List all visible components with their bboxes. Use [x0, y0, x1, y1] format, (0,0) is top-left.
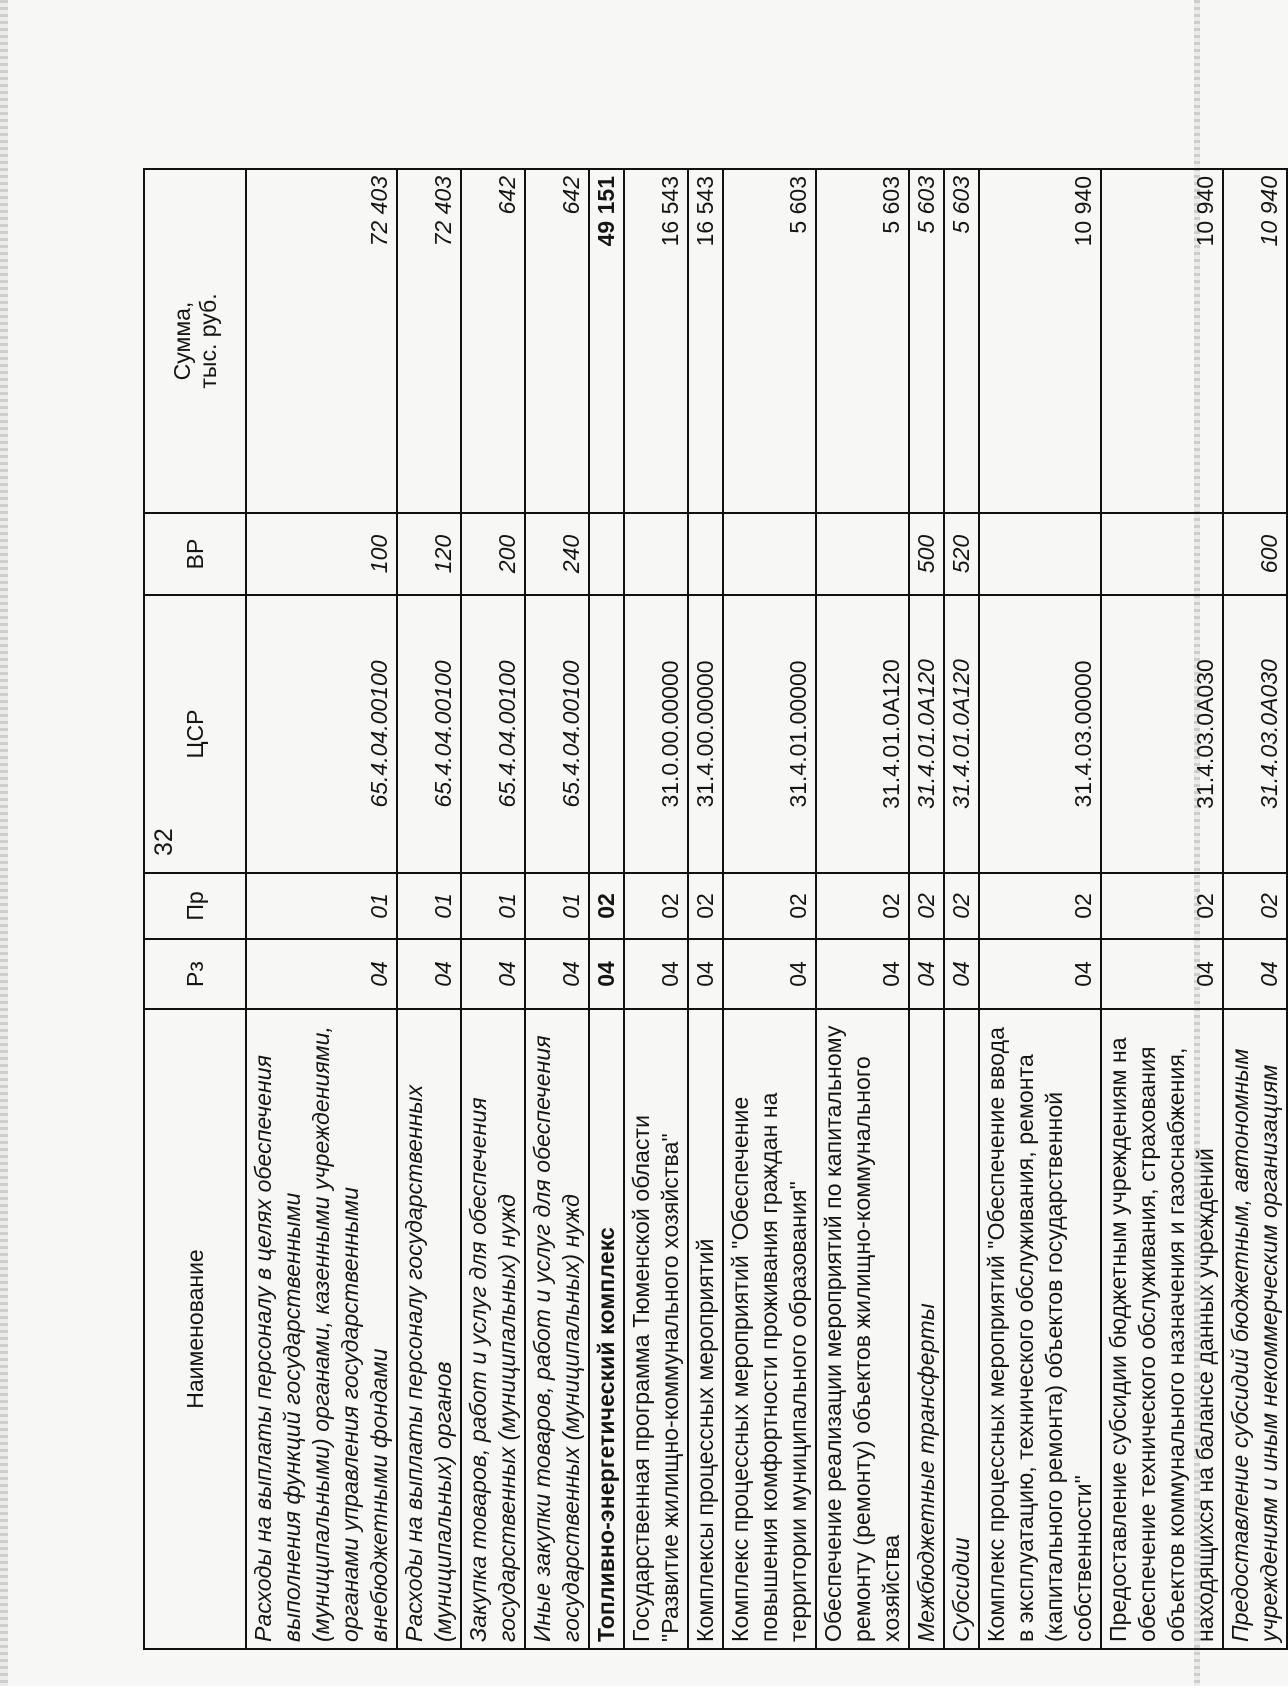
cell-sum: 642	[461, 169, 525, 513]
header-pr: Пр	[144, 873, 246, 939]
table-row	[909, 169, 944, 1649]
budget-table	[143, 168, 1288, 1650]
table-row	[624, 169, 688, 1649]
cell-csr: 31.4.03.0А030	[1101, 595, 1223, 873]
cell-pr: 02	[1223, 873, 1287, 939]
cell-name: Расходы на выплаты персоналу в целях обеспечения выполнения функций государственными (муниципальными) органами, казенными учреждениями, органами управления государственными внебюджетными фондами	[246, 1009, 397, 1649]
cell-sum: 72 403	[397, 169, 461, 513]
header-csr: ЦСР	[144, 595, 246, 873]
cell-pr: 02	[979, 873, 1101, 939]
cell-vr: 120	[397, 513, 461, 595]
cell-sum: 5 603	[909, 169, 944, 513]
cell-name: Обеспечение реализации мероприятий по капитальному ремонту (ремонту) объектов жилищно-коммунального хозяйства	[816, 1009, 909, 1649]
header-sum-line2: тыс. руб.	[195, 293, 221, 389]
table-row	[816, 169, 909, 1649]
cell-name: Государственная программа Тюменской области "Развитие жилищно-коммунального хозяйства"	[624, 1009, 688, 1649]
table-body	[246, 169, 1287, 1649]
cell-vr: 500	[909, 513, 944, 595]
cell-rz: 04	[816, 939, 909, 1009]
cell-rz: 04	[589, 939, 624, 1009]
cell-rz: 04	[1101, 939, 1223, 1009]
page-number: 32	[150, 828, 178, 856]
rotated-table-container	[143, 170, 1282, 1650]
cell-sum: 10 940	[1101, 169, 1223, 513]
cell-csr: 31.4.00.00000	[688, 595, 723, 873]
table-row	[944, 169, 979, 1649]
cell-pr: 02	[589, 873, 624, 939]
cell-rz: 04	[525, 939, 589, 1009]
cell-pr: 02	[723, 873, 816, 939]
header-name: Наименование	[144, 1009, 246, 1649]
table-row	[397, 169, 461, 1649]
cell-name: Расходы на выплаты персоналу государственных (муниципальных) органов	[397, 1009, 461, 1649]
cell-sum: 72 403	[246, 169, 397, 513]
header-sum-line1: Сумма,	[169, 301, 195, 381]
cell-pr: 02	[688, 873, 723, 939]
cell-csr: 31.4.01.00000	[723, 595, 816, 873]
cell-rz: 04	[723, 939, 816, 1009]
cell-rz: 04	[688, 939, 723, 1009]
table-row	[461, 169, 525, 1649]
cell-csr	[589, 595, 624, 873]
cell-pr: 02	[944, 873, 979, 939]
cell-vr	[816, 513, 909, 595]
table-row	[979, 169, 1101, 1649]
cell-csr: 65.4.04.00100	[525, 595, 589, 873]
cell-name: Комплекс процессных мероприятий "Обеспечение ввода в эксплуатацию, технического обслуживания, ремонта (капитального ремонта) объектов государственной собственности"	[979, 1009, 1101, 1649]
header-rz: Рз	[144, 939, 246, 1009]
cell-name: Предоставление субсидии бюджетным учреждениям на обеспечение технического обслуживания, страхования объектов коммунального назначения и газоснабжения, находящихся на балансе данных учреждений	[1101, 1009, 1223, 1649]
table-header-row	[144, 169, 246, 1649]
cell-pr: 01	[397, 873, 461, 939]
table-row	[688, 169, 723, 1649]
cell-name: Иные закупки товаров, работ и услуг для обеспечения государственных (муниципальных) нужд	[525, 1009, 589, 1649]
cell-name: Комплекс процессных мероприятий "Обеспечение повышения комфортности проживания граждан на территории муниципального образования"	[723, 1009, 816, 1649]
cell-csr: 31.4.03.00000	[979, 595, 1101, 873]
table-row	[246, 169, 397, 1649]
cell-vr	[589, 513, 624, 595]
cell-csr: 31.4.03.0А030	[1223, 595, 1287, 873]
cell-name: Топливно-энергетический комплекс	[589, 1009, 624, 1649]
cell-rz: 04	[461, 939, 525, 1009]
cell-sum: 49 151	[589, 169, 624, 513]
cell-sum: 10 940	[1223, 169, 1287, 513]
cell-sum: 16 543	[624, 169, 688, 513]
cell-rz: 04	[944, 939, 979, 1009]
cell-vr: 600	[1223, 513, 1287, 595]
cell-rz: 04	[624, 939, 688, 1009]
cell-vr	[688, 513, 723, 595]
cell-csr: 31.4.01.0А120	[816, 595, 909, 873]
cell-vr: 100	[246, 513, 397, 595]
cell-sum: 5 603	[723, 169, 816, 513]
cell-name: Закупка товаров, работ и услуг для обеспечения государственных (муниципальных) нужд	[461, 1009, 525, 1649]
cell-csr: 31.4.01.0А120	[944, 595, 979, 873]
cell-sum: 5 603	[944, 169, 979, 513]
cell-pr: 01	[461, 873, 525, 939]
table-row	[1101, 169, 1223, 1649]
cell-rz: 04	[909, 939, 944, 1009]
cell-rz: 04	[397, 939, 461, 1009]
cell-rz: 04	[979, 939, 1101, 1009]
cell-sum: 16 543	[688, 169, 723, 513]
table-row	[1223, 169, 1287, 1649]
cell-pr: 01	[525, 873, 589, 939]
cell-csr: 31.0.00.00000	[624, 595, 688, 873]
cell-csr: 65.4.04.00100	[397, 595, 461, 873]
cell-pr: 02	[909, 873, 944, 939]
header-vr: ВР	[144, 513, 246, 595]
cell-vr: 200	[461, 513, 525, 595]
cell-csr: 65.4.04.00100	[246, 595, 397, 873]
cell-name: Субсидии	[944, 1009, 979, 1649]
cell-vr	[979, 513, 1101, 595]
cell-vr: 240	[525, 513, 589, 595]
cell-name: Комплексы процессных мероприятий	[688, 1009, 723, 1649]
cell-rz: 04	[246, 939, 397, 1009]
cell-sum: 5 603	[816, 169, 909, 513]
cell-pr: 02	[816, 873, 909, 939]
cell-sum: 642	[525, 169, 589, 513]
cell-pr: 02	[624, 873, 688, 939]
cell-vr: 520	[944, 513, 979, 595]
cell-rz: 04	[1223, 939, 1287, 1009]
cell-csr: 31.4.01.0А120	[909, 595, 944, 873]
cell-name: Предоставление субсидий бюджетным, автономным учреждениям и иным некоммерческим организациям	[1223, 1009, 1287, 1649]
scan-edge-left	[0, 0, 8, 1686]
cell-vr	[1101, 513, 1223, 595]
table-row	[525, 169, 589, 1649]
cell-pr: 02	[1101, 873, 1223, 939]
header-sum	[144, 169, 246, 513]
cell-csr: 65.4.04.00100	[461, 595, 525, 873]
cell-name: Межбюджетные трансферты	[909, 1009, 944, 1649]
cell-vr	[723, 513, 816, 595]
cell-sum: 10 940	[979, 169, 1101, 513]
table-row	[589, 169, 624, 1649]
table-row	[723, 169, 816, 1649]
cell-pr: 01	[246, 873, 397, 939]
cell-vr	[624, 513, 688, 595]
